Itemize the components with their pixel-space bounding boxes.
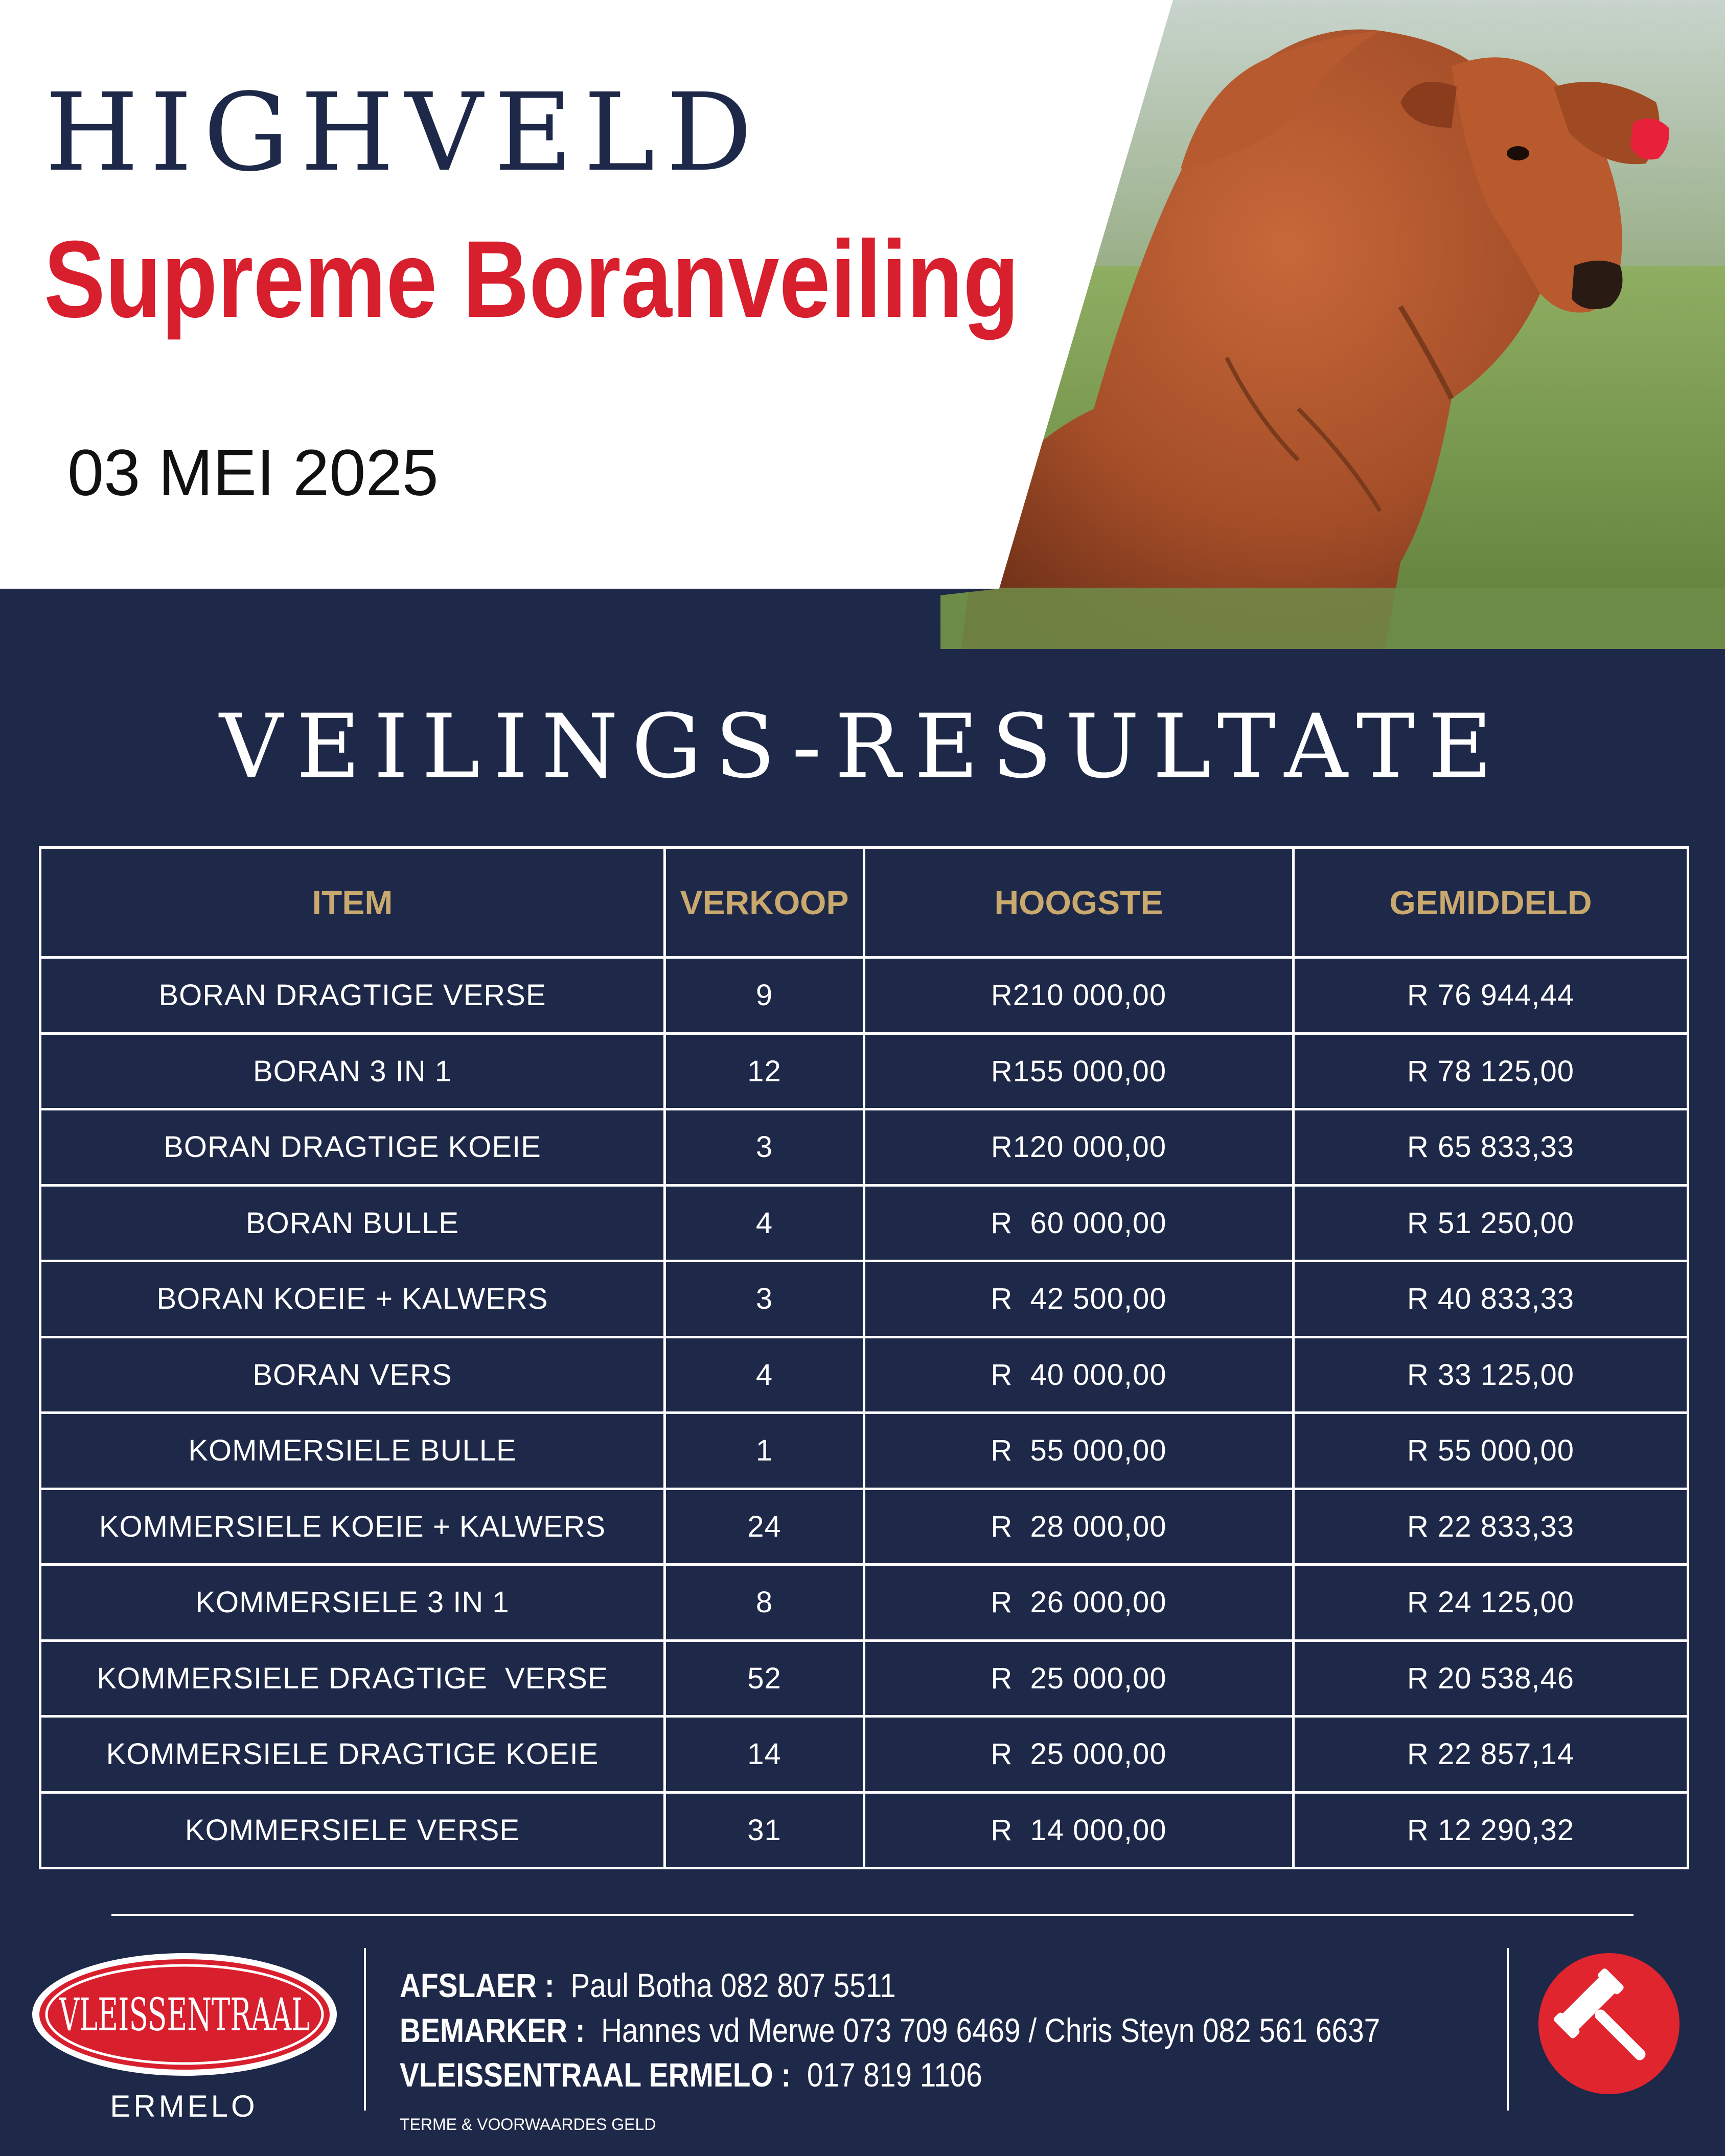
table-header-row xyxy=(40,848,1688,958)
contact-label: VLEISSENTRAAL ERMELO xyxy=(400,2056,773,2094)
cell-item: BORAN KOEIE + KALWERS xyxy=(40,1261,665,1337)
table-row xyxy=(40,1337,1688,1413)
contact-sep: : xyxy=(567,2011,602,2049)
cell-verkoop: 4 xyxy=(665,1337,864,1413)
cell-hoogste: R 55 000,00 xyxy=(864,1413,1294,1489)
table-row xyxy=(40,1565,1688,1641)
cell-item: BORAN 3 IN 1 xyxy=(40,1033,665,1109)
cell-hoogste: R 14 000,00 xyxy=(864,1792,1294,1868)
cell-verkoop: 9 xyxy=(665,958,864,1034)
contact-value: 017 819 1106 xyxy=(807,2056,982,2094)
table-row xyxy=(40,1489,1688,1565)
cell-gemiddeld: R 12 290,32 xyxy=(1294,1792,1688,1868)
results-heading: VEILINGS-RESULTATE xyxy=(219,695,1506,798)
cell-verkoop: 12 xyxy=(665,1033,864,1109)
table-row xyxy=(40,1033,1688,1109)
cell-hoogste: R155 000,00 xyxy=(864,1033,1294,1109)
cell-item: KOMMERSIELE 3 IN 1 xyxy=(40,1565,665,1641)
cell-gemiddeld: R 65 833,33 xyxy=(1294,1109,1688,1186)
cell-gemiddeld: R 51 250,00 xyxy=(1294,1185,1688,1261)
contact-sep: : xyxy=(537,1966,571,2004)
contact-sep: : xyxy=(773,2056,807,2094)
contact-label: AFSLAER xyxy=(400,1966,537,2004)
logo-ermelo: ERMELO xyxy=(110,2089,258,2123)
table-row xyxy=(40,1109,1688,1186)
cell-verkoop: 52 xyxy=(665,1640,864,1717)
table-row xyxy=(40,1261,1688,1337)
table-row xyxy=(40,1792,1688,1868)
gavel-icon xyxy=(1538,1953,1680,2094)
cell-hoogste: R 26 000,00 xyxy=(864,1565,1294,1641)
col-header-item: ITEM xyxy=(40,848,665,958)
cell-gemiddeld: R 33 125,00 xyxy=(1294,1337,1688,1413)
table-row xyxy=(40,1185,1688,1261)
cell-verkoop: 24 xyxy=(665,1489,864,1565)
contact-value: Paul Botha 082 807 5511 xyxy=(570,1966,896,2004)
cell-item: KOMMERSIELE BULLE xyxy=(40,1413,665,1489)
contact-vleissentraal-ermelo xyxy=(400,2058,982,2092)
table-row xyxy=(40,1413,1688,1489)
cell-verkoop: 3 xyxy=(665,1109,864,1186)
contact-afslaer xyxy=(400,1968,896,2002)
cell-gemiddeld: R 40 833,33 xyxy=(1294,1261,1688,1337)
contact-bemarker xyxy=(400,2013,1380,2047)
cell-verkoop: 14 xyxy=(665,1717,864,1793)
cell-gemiddeld: R 78 125,00 xyxy=(1294,1033,1688,1109)
col-header-verkoop: VERKOOP xyxy=(665,848,864,958)
cell-item: BORAN DRAGTIGE VERSE xyxy=(40,958,665,1034)
table-row xyxy=(40,958,1688,1034)
contact-value: Hannes vd Merwe 073 709 6469 / Chris Steyn 082 561 6637 xyxy=(601,2011,1381,2049)
cell-hoogste: R 25 000,00 xyxy=(864,1717,1294,1793)
cell-verkoop: 8 xyxy=(665,1565,864,1641)
cell-item: KOMMERSIELE DRAGTIGE KOEIE xyxy=(40,1717,665,1793)
cell-hoogste: R 28 000,00 xyxy=(864,1489,1294,1565)
cell-verkoop: 31 xyxy=(665,1792,864,1868)
cell-gemiddeld: R 20 538,46 xyxy=(1294,1640,1688,1717)
cell-gemiddeld: R 22 833,33 xyxy=(1294,1489,1688,1565)
logo-text: VLEISSENTRAAL xyxy=(59,1989,310,2042)
cell-gemiddeld: R 55 000,00 xyxy=(1294,1413,1688,1489)
col-header-hoogste: HOOGSTE xyxy=(864,848,1294,958)
cell-hoogste: R120 000,00 xyxy=(864,1109,1294,1186)
results-table xyxy=(39,846,1689,1869)
footer-divider xyxy=(111,1914,1634,1916)
contact-label: BEMARKER xyxy=(400,2011,567,2049)
cell-item: BORAN BULLE xyxy=(40,1185,665,1261)
cell-hoogste: R 25 000,00 xyxy=(864,1640,1294,1717)
cell-hoogste: R 42 500,00 xyxy=(864,1261,1294,1337)
auction-date: 03 MEI 2025 xyxy=(67,436,439,509)
cell-item: KOMMERSIELE DRAGTIGE VERSE xyxy=(40,1640,665,1717)
cell-gemiddeld: R 76 944,44 xyxy=(1294,958,1688,1034)
cell-gemiddeld: R 22 857,14 xyxy=(1294,1717,1688,1793)
cell-item: BORAN DRAGTIGE KOEIE xyxy=(40,1109,665,1186)
footer-separator-right xyxy=(1507,1948,1509,2111)
title-highveld: HIGHVELD xyxy=(45,70,764,195)
cell-verkoop: 3 xyxy=(665,1261,864,1337)
cell-item: KOMMERSIELE KOEIE + KALWERS xyxy=(40,1489,665,1565)
table-row xyxy=(40,1640,1688,1717)
cell-item: BORAN VERS xyxy=(40,1337,665,1413)
cell-item: KOMMERSIELE VERSE xyxy=(40,1792,665,1868)
terms-note: TERME & VOORWAARDES GELD xyxy=(400,2115,656,2134)
footer-separator-left xyxy=(364,1948,366,2111)
cell-verkoop: 1 xyxy=(665,1413,864,1489)
vleissentraal-logo xyxy=(29,1950,340,2080)
cell-gemiddeld: R 24 125,00 xyxy=(1294,1565,1688,1641)
title-supreme-boranveiling: Supreme Boranveiling xyxy=(44,218,1019,340)
table-row xyxy=(40,1717,1688,1793)
cell-hoogste: R 40 000,00 xyxy=(864,1337,1294,1413)
cell-hoogste: R210 000,00 xyxy=(864,958,1294,1034)
cell-verkoop: 4 xyxy=(665,1185,864,1261)
col-header-gemiddeld: GEMIDDELD xyxy=(1294,848,1688,958)
cell-hoogste: R 60 000,00 xyxy=(864,1185,1294,1261)
